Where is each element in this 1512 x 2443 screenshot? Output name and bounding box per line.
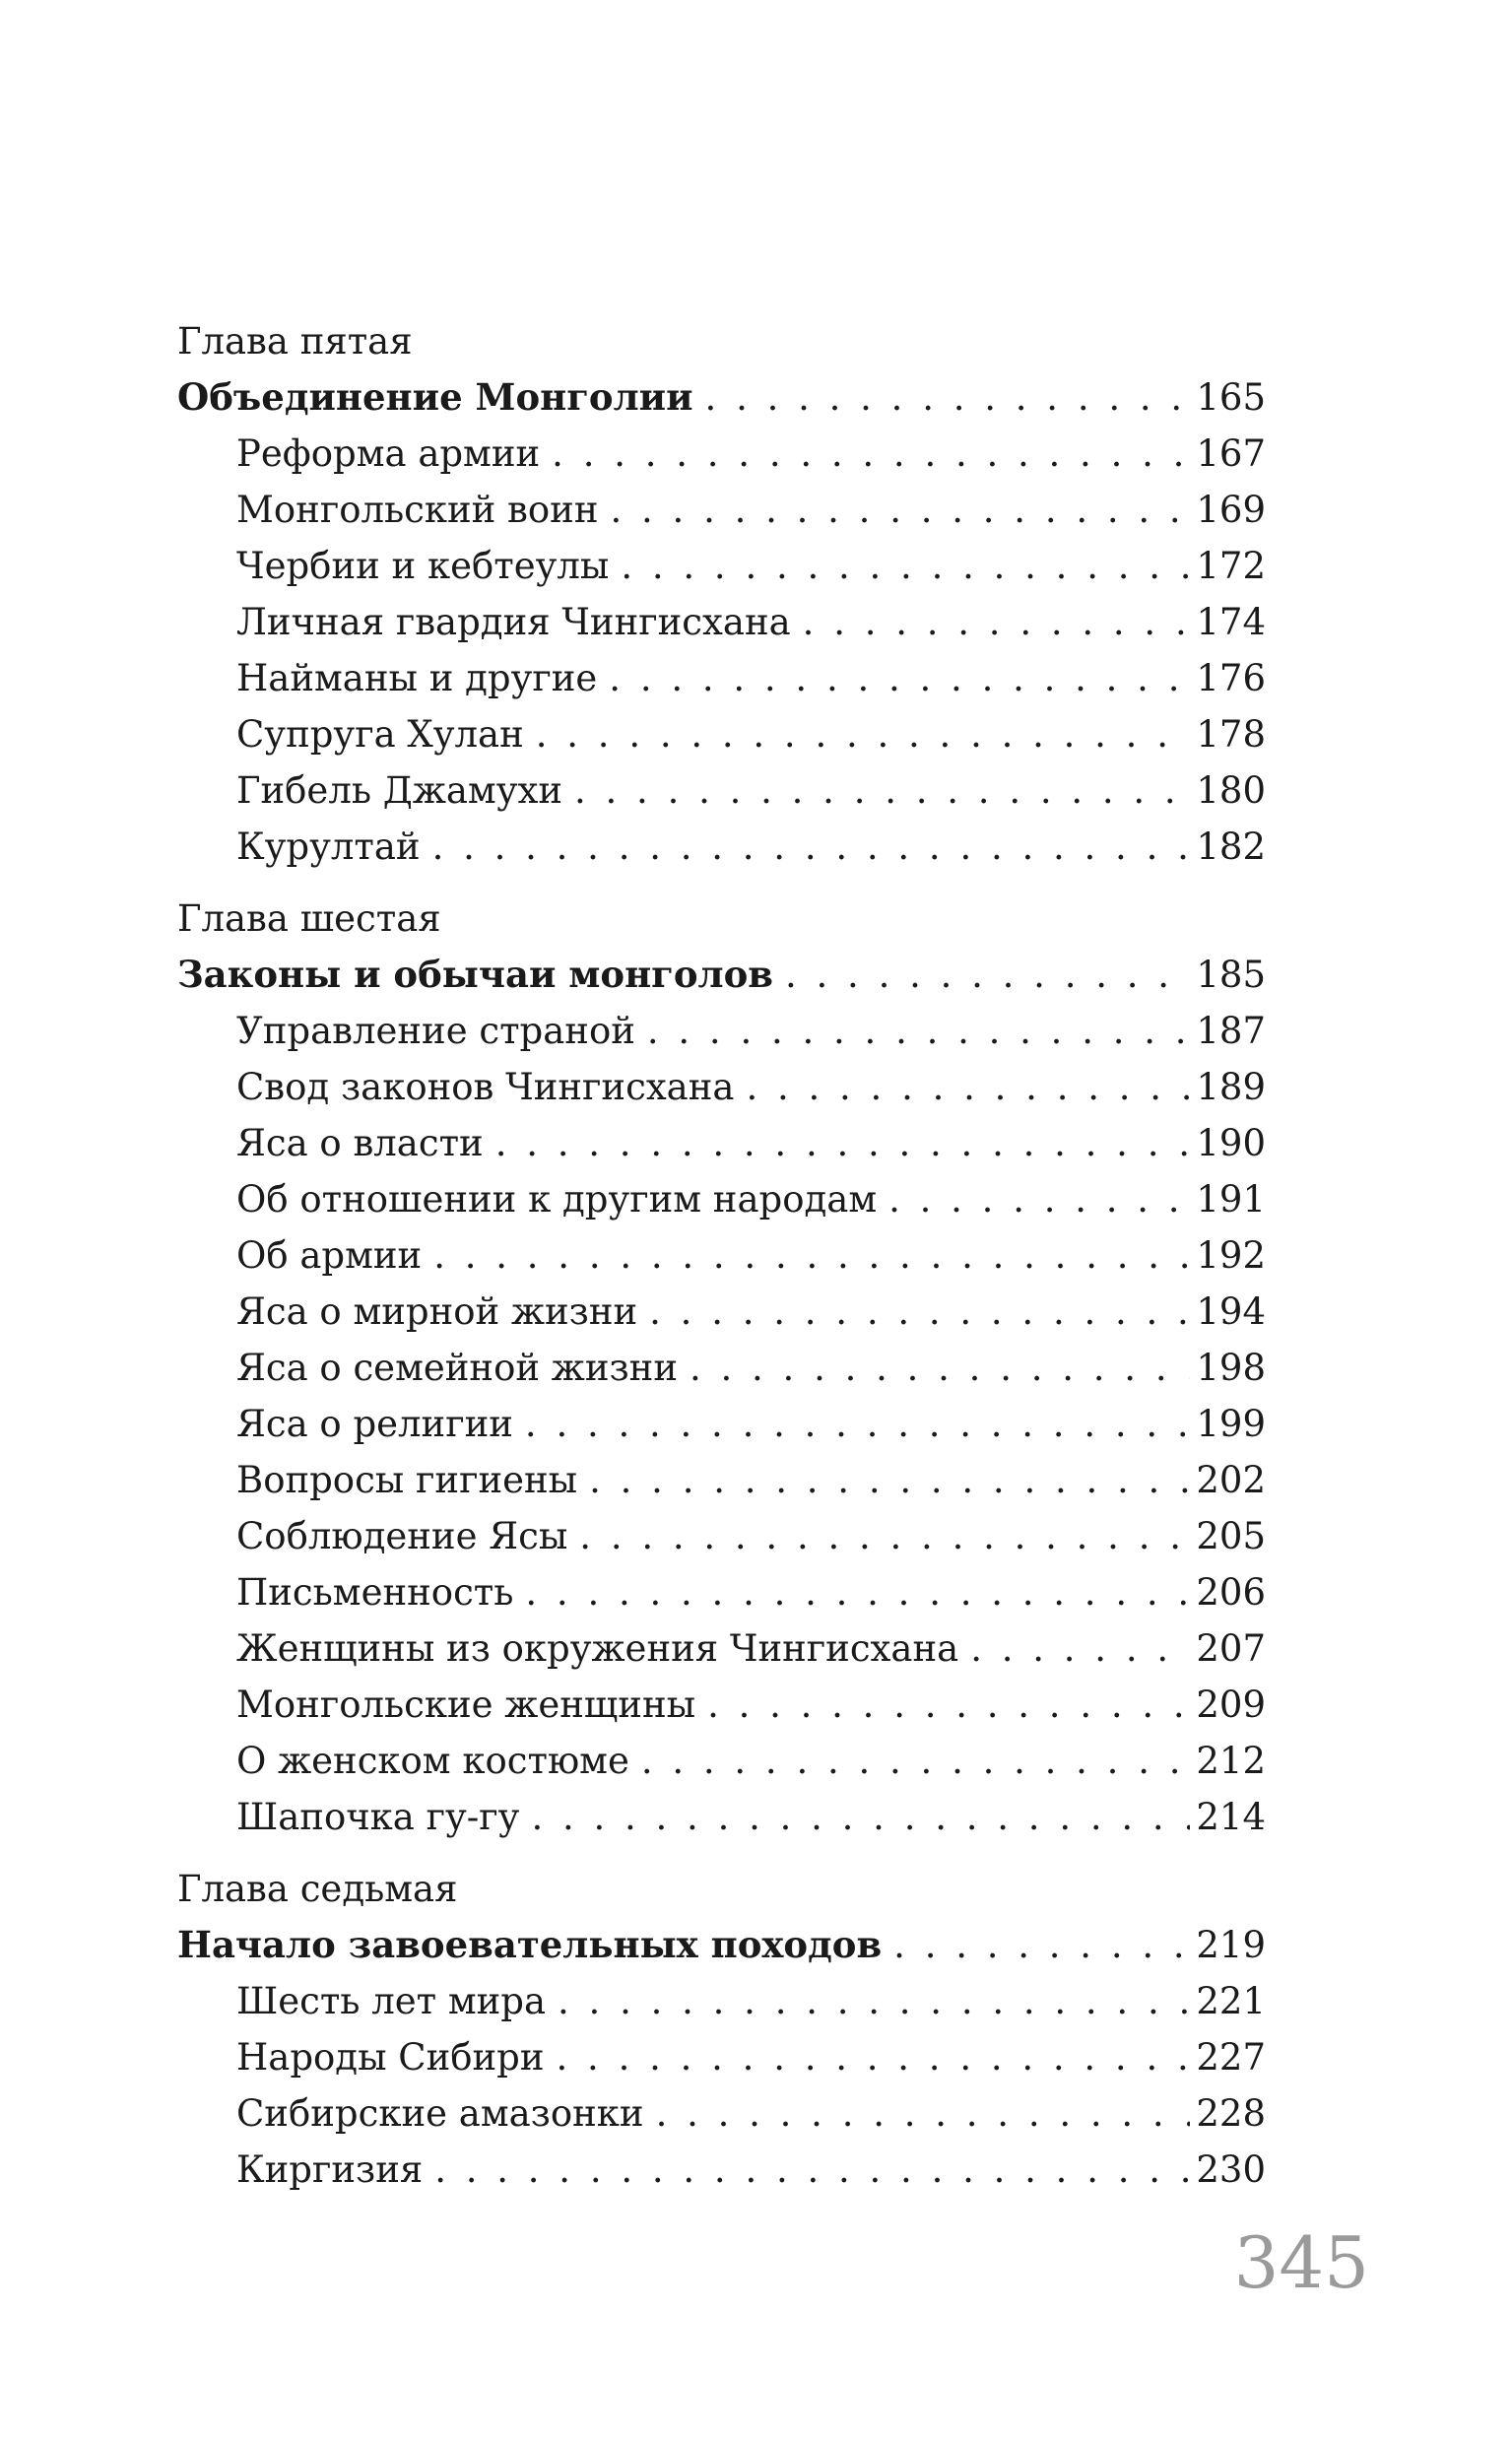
- section-entry[interactable]: [177, 1564, 1266, 1620]
- section-entry[interactable]: [177, 1115, 1266, 1171]
- section-entry-page: 190: [1196, 1122, 1266, 1164]
- section-entry-title: Яса о власти: [236, 1122, 484, 1164]
- chapter-title-entry[interactable]: [177, 369, 1266, 426]
- section-entry[interactable]: [177, 650, 1266, 706]
- section-entry-title: Найманы и другие: [236, 657, 598, 699]
- section-entry-title: Свод законов Чингисхана: [236, 1066, 735, 1108]
- section-entry-page: 192: [1196, 1234, 1266, 1277]
- section-entry-page: 230: [1196, 2148, 1266, 2191]
- section-entry-page: 172: [1196, 545, 1266, 587]
- section-entry-page: 199: [1196, 1403, 1266, 1445]
- dot-leader: [690, 1340, 1190, 1396]
- chapter-title-entry-title: Начало завоевательных походов: [177, 1923, 883, 1966]
- dot-leader: [536, 706, 1191, 762]
- dot-leader: [552, 426, 1190, 482]
- section-entry-title: Супруга Хулан: [236, 713, 524, 756]
- section-entry-page: 194: [1196, 1290, 1266, 1333]
- dot-leader: [432, 819, 1191, 875]
- section-entry-page: 198: [1196, 1347, 1266, 1389]
- chapter-title-entry-title: Законы и обычаи монголов: [177, 953, 773, 996]
- dot-leader: [434, 2142, 1190, 2198]
- section-entry-title: Курултай: [236, 825, 421, 868]
- section-entry-page: 227: [1196, 2036, 1266, 2079]
- section-entry-page: 176: [1196, 657, 1266, 699]
- section-entry[interactable]: [177, 1340, 1266, 1396]
- chapter-title-entry-page: 219: [1196, 1924, 1266, 1966]
- section-entry-title: Яса о религии: [236, 1403, 513, 1445]
- section-entry-title: Об армии: [236, 1234, 423, 1277]
- chapter-label: Глава шестая: [177, 897, 441, 940]
- section-entry-title: Соблюдение Ясы: [236, 1515, 568, 1557]
- chapter-title-entry[interactable]: [177, 947, 1266, 1003]
- section-entry[interactable]: [177, 426, 1266, 482]
- dot-leader: [647, 1003, 1190, 1059]
- section-entry[interactable]: [177, 1003, 1266, 1059]
- dot-leader: [609, 650, 1190, 706]
- dot-leader: [589, 1452, 1190, 1508]
- section-entry-page: 214: [1196, 1796, 1266, 1838]
- section-entry[interactable]: [177, 1508, 1266, 1564]
- section-entry-page: 202: [1196, 1459, 1266, 1501]
- dot-leader: [641, 1733, 1191, 1789]
- dot-leader: [746, 1059, 1190, 1115]
- section-entry[interactable]: [177, 819, 1266, 875]
- chapter-title-entry-page: 185: [1196, 954, 1266, 996]
- dot-leader: [893, 1917, 1190, 1973]
- dot-leader: [705, 369, 1191, 426]
- dot-leader: [495, 1115, 1191, 1171]
- section-entry-page: 174: [1196, 601, 1266, 643]
- section-entry[interactable]: [177, 2029, 1266, 2085]
- section-entry[interactable]: [177, 1284, 1266, 1340]
- dot-leader: [525, 1564, 1190, 1620]
- section-entry-title: Письменность: [236, 1571, 514, 1614]
- section-entry[interactable]: [177, 538, 1266, 594]
- dot-leader: [579, 1508, 1190, 1564]
- section-entry-page: 205: [1196, 1515, 1266, 1557]
- section-entry[interactable]: [177, 1789, 1266, 1845]
- section-entry[interactable]: [177, 1620, 1266, 1677]
- table-of-contents: [177, 313, 1266, 2213]
- dot-leader: [557, 2029, 1191, 2085]
- section-entry[interactable]: [177, 482, 1266, 538]
- section-entry-page: 206: [1196, 1571, 1266, 1614]
- section-entry[interactable]: [177, 1396, 1266, 1452]
- section-entry-title: Шапочка гу-гу: [236, 1796, 520, 1838]
- chapter-title-entry[interactable]: [177, 1917, 1266, 1973]
- section-entry-page: 189: [1196, 1066, 1266, 1108]
- section-entry-title: Управление страной: [236, 1010, 635, 1052]
- dot-leader: [611, 482, 1191, 538]
- section-entry-title: Вопросы гигиены: [236, 1459, 578, 1501]
- dot-leader: [707, 1677, 1190, 1733]
- dot-leader: [621, 538, 1190, 594]
- section-entry-page: 212: [1196, 1740, 1266, 1782]
- section-entry-page: 187: [1196, 1010, 1266, 1052]
- dot-leader: [785, 947, 1190, 1003]
- page-number: 345: [1233, 2221, 1369, 2304]
- dot-leader: [803, 594, 1191, 650]
- chapter-block: [177, 891, 1266, 1845]
- section-entry[interactable]: [177, 1733, 1266, 1789]
- section-entry-title: Народы Сибири: [236, 2036, 545, 2079]
- section-entry-title: Об отношении к другим народам: [236, 1178, 878, 1221]
- dot-leader: [656, 2085, 1191, 2142]
- section-entry[interactable]: [177, 1973, 1266, 2029]
- section-entry-page: 228: [1196, 2092, 1266, 2135]
- dot-leader: [531, 1789, 1190, 1845]
- chapter-label: Глава седьмая: [177, 1868, 458, 1910]
- section-entry-page: 178: [1196, 713, 1266, 756]
- section-entry-title: Монгольские женщины: [236, 1684, 696, 1726]
- section-entry[interactable]: [177, 1059, 1266, 1115]
- dot-leader: [525, 1396, 1190, 1452]
- section-entry-title: Монгольский воин: [236, 489, 599, 531]
- section-entry[interactable]: [177, 594, 1266, 650]
- section-entry-title: Сибирские амазонки: [236, 2092, 644, 2135]
- chapter-title-entry-title: Объединение Монголии: [177, 375, 693, 419]
- section-entry-title: Реформа армии: [236, 432, 541, 475]
- section-entry[interactable]: [177, 1677, 1266, 1733]
- dot-leader: [574, 762, 1190, 819]
- section-entry[interactable]: [177, 2085, 1266, 2142]
- dot-leader: [888, 1171, 1190, 1227]
- chapter-block: [177, 1861, 1266, 2198]
- chapter-label: Глава пятая: [177, 320, 413, 363]
- section-entry-page: 180: [1196, 769, 1266, 812]
- section-entry-title: Женщины из окружения Чингисхана: [236, 1627, 959, 1670]
- dot-leader: [558, 1973, 1190, 2029]
- section-entry-title: Чербии и кебтеулы: [236, 545, 610, 587]
- section-entry-page: 209: [1196, 1684, 1266, 1726]
- section-entry[interactable]: [177, 1452, 1266, 1508]
- section-entry-page: 182: [1196, 825, 1266, 868]
- section-entry-title: О женском костюме: [236, 1740, 629, 1782]
- section-entry-title: Личная гвардия Чингисхана: [236, 601, 791, 643]
- section-entry-title: Гибель Джамухи: [236, 769, 562, 812]
- section-entry-page: 221: [1196, 1980, 1266, 2022]
- section-entry-title: Киргизия: [236, 2148, 424, 2191]
- section-entry-title: Шесть лет мира: [236, 1980, 547, 2022]
- dot-leader: [970, 1620, 1190, 1677]
- section-entry-page: 167: [1196, 432, 1266, 475]
- section-entry[interactable]: [177, 1171, 1266, 1227]
- dot-leader: [433, 1227, 1190, 1284]
- dot-leader: [649, 1284, 1190, 1340]
- section-entry[interactable]: [177, 706, 1266, 762]
- section-entry[interactable]: [177, 1227, 1266, 1284]
- section-entry[interactable]: [177, 2142, 1266, 2198]
- section-entry[interactable]: [177, 762, 1266, 819]
- chapter-block: [177, 313, 1266, 875]
- section-entry-page: 207: [1196, 1627, 1266, 1670]
- section-entry-title: Яса о мирной жизни: [236, 1290, 638, 1333]
- section-entry-page: 169: [1196, 489, 1266, 531]
- chapter-title-entry-page: 165: [1196, 376, 1266, 419]
- section-entry-page: 191: [1196, 1178, 1266, 1221]
- section-entry-title: Яса о семейной жизни: [236, 1347, 678, 1389]
